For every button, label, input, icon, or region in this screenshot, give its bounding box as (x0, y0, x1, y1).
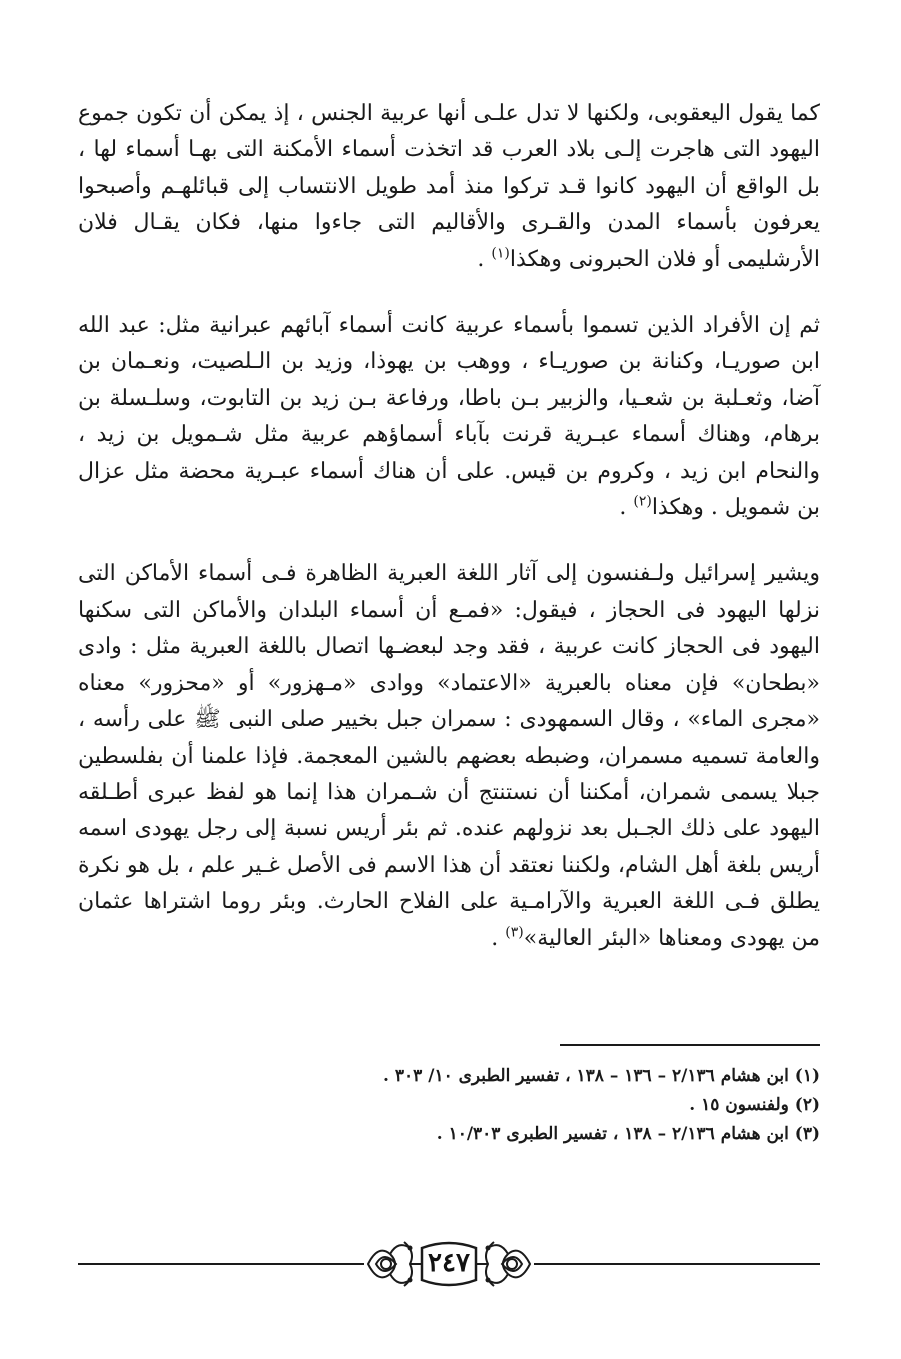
arabesque-ornament-icon (364, 1234, 534, 1294)
paragraph-2-text: ثم إن الأفراد الذين تسموا بأسماء عربية كانت أسماء آبائهم عبرانية مثل: عبد الله ابن صوريـا، وكنانة بن صوريـاء ، ووهب بن يهوذا، وزيد بن الـلصيت، ونعـمان بن آضا، وثعـلبة بن شعـيا، والزبير بـن باطا، ورفاعة بـن زيد بن التابوت، وسلـسلة بن برهام، وهناك أسماء عبـرية قرنت بآباء أسماؤهم عربية مثل شـمويل بن زيد ، والنحام ابن زيد ، وكروم بن قيس. على أن هناك أسماء عبـرية محضة مثل عزال بن شمويل . وهكذا (78, 313, 820, 521)
paragraph-1-tail: . (477, 246, 492, 272)
footnote-divider (560, 1044, 820, 1046)
paragraph-3 (78, 556, 820, 956)
footnote-ref-1: (١) (491, 245, 510, 262)
paragraph-1-text: كما يقول اليعقوبى، ولكنها لا تدل علـى أنها عربية الجنس ، إذ يمكن أن تكون جموع اليهود التى هاجرت إلـى بلاد العرب قد اتخذت أسماء الأمكنة التى بهـا أسماء لها ، بل الواقع أن اليهود كانوا قـد تركوا منذ أمد طويل الانتساب إلى قبائلهـم وأصبحوا يعرفون بأسماء المدن والقـرى والأقاليم التى جاءوا منها، فكان يقـال فلان الأرشليمى أو فلان الحبرونى وهكذا (78, 101, 820, 272)
footnotes-list (78, 1066, 820, 1152)
paragraph-2-tail: . (619, 495, 634, 521)
page-footer (78, 1234, 820, 1294)
paragraph-1 (78, 96, 820, 278)
footnote-ref-3: (٣) (505, 924, 524, 941)
paragraph-2 (78, 308, 820, 526)
footer-rule-left (78, 1263, 364, 1265)
book-page (78, 96, 820, 1336)
footnote-2: (٢) ولفنسون ١٥ . (689, 1095, 820, 1115)
paragraph-3-text: ويشير إسرائيل ولـفنسون إلى آثار اللغة العبرية الظاهرة فـى أسماء الأماكن التى نزلها اليهود فى الحجاز ، فيقول: «فمـع أن أسماء البلدان والأماكن التى سكنها اليهود فى الحجاز كانت عربية ، فقد وجد لبعضـها اتصال باللغة العبرية مثل : وادى «بطحان» فإن معناه بالعبرية «الاعتماد» ووادى «مـهزور» أو «محزور» معناه «مجرى الماء» ، وقال السمهودى : سمران جبل بخيير صلى النبى ﷺ على رأسه ، والعامة تسميه مسمران، وضبطه بعضهم بالشين المعجمة. فإذا علمنا أن بفلسطين جبلا يسمى شمران، أمكننا أن نستنتج أن شـمران هذا إنما هو لفظ عبرى أطـلقه اليهود على ذلك الجـبل بعد نزولهم عنده. ثم بئر أريس نسبة إلى رجل يهودى اسمه أريس بلغة أهل الشام، ولكننا نعتقد أن هذا الاسم فى الأصل غـير علم ، بل هو نكرة يطلق فـى اللغة العبرية والآرامـية على الفلاح الحارث. وبئر روما اشتراها عثمان من يهودى ومعناها «البئر العالية» (78, 561, 820, 951)
paragraph-3-tail: . (491, 925, 506, 951)
footnote-ref-2: (٢) (633, 493, 652, 510)
footnote-1: (١) ابن هشام ٢/١٣٦ – ١٣٦ – ١٣٨ ، تفسير الطبرى ١٠/ ٣٠٣ . (383, 1066, 820, 1086)
footer-rule-right (534, 1263, 820, 1265)
footnote-3: (٣) ابن هشام ٢/١٣٦ – ١٣٨ ، تفسير الطبرى ١٠/٣٠٣ . (436, 1124, 820, 1144)
page-number: ٢٤٧ (428, 1248, 470, 1278)
